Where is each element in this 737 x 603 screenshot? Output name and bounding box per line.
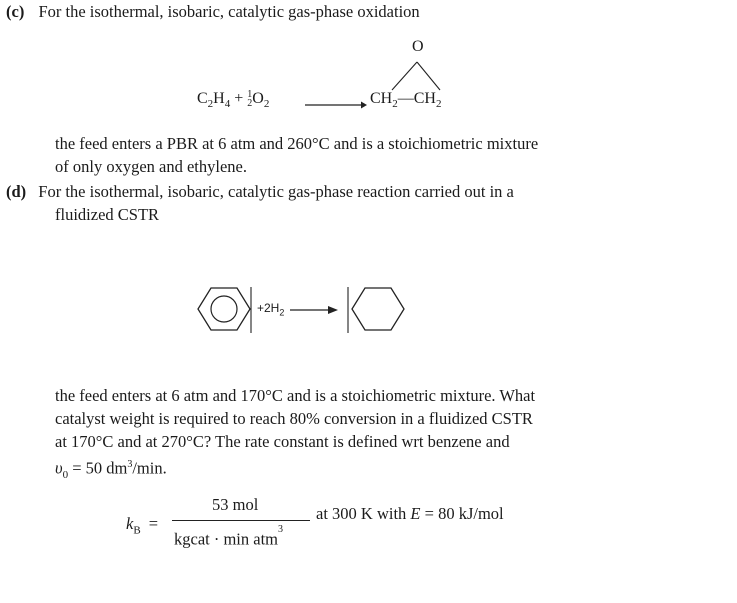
ethylene-oxide-product: $CH_2—CH_2$ <box>370 90 442 111</box>
rate-denominator: kgcat · min atm$^3$ <box>174 524 284 549</box>
ethylene-oxidation-equation: $C_2H_4 + 1$ $2O_2$ <box>197 89 270 111</box>
part-d-para-line3: at 170°C and at 270°C? The rate constant is defined wrt benzene and <box>55 432 510 451</box>
rate-numerator: 53 mol <box>212 495 259 514</box>
benzene-structure <box>196 285 256 335</box>
rate-condition: at 300 K with E = 80 kJ/mol <box>316 504 504 523</box>
reaction-arrow-c <box>305 100 365 110</box>
reaction-arrow-d <box>290 305 345 315</box>
part-d-label: (d) <box>6 182 27 201</box>
part-d-para-line2: catalyst weight is required to reach 80% conversion in a fluidized CSTR <box>55 409 533 428</box>
fraction-bar <box>172 520 310 521</box>
cyclohexane-structure <box>350 285 408 335</box>
part-d-heading-line1: For the isothermal, isobaric, catalytic gas-phase reaction carried out in a <box>38 182 514 201</box>
part-c-heading-text: For the isothermal, isobaric, catalytic gas-phase oxidation <box>38 2 420 21</box>
part-d-heading-line2: fluidized CSTR <box>55 205 160 224</box>
part-c-heading <box>6 2 420 22</box>
epoxide-ring-bonds <box>380 50 450 95</box>
part-c-line2: of only oxygen and ethylene. <box>55 157 247 176</box>
bracket-left <box>250 286 256 334</box>
part-c-line1: the feed enters a PBR at 6 atm and 260°C and is a stoichiometric mixture <box>55 134 539 153</box>
part-d-para-line1: the feed enters at 6 atm and 170°C and is a stoichiometric mixture. What <box>55 386 536 405</box>
volumetric-flow-line: $\upsilon_0 = 50$ $dm^3/\min$. <box>55 458 167 481</box>
part-c-label: (c) <box>6 2 25 21</box>
hydrogen-reagent: $+2H_2$ <box>257 301 285 318</box>
epoxide-oxygen: O <box>412 38 424 55</box>
rate-constant-symbol: $k_B$ = <box>126 514 159 537</box>
part-d-heading <box>6 182 514 202</box>
